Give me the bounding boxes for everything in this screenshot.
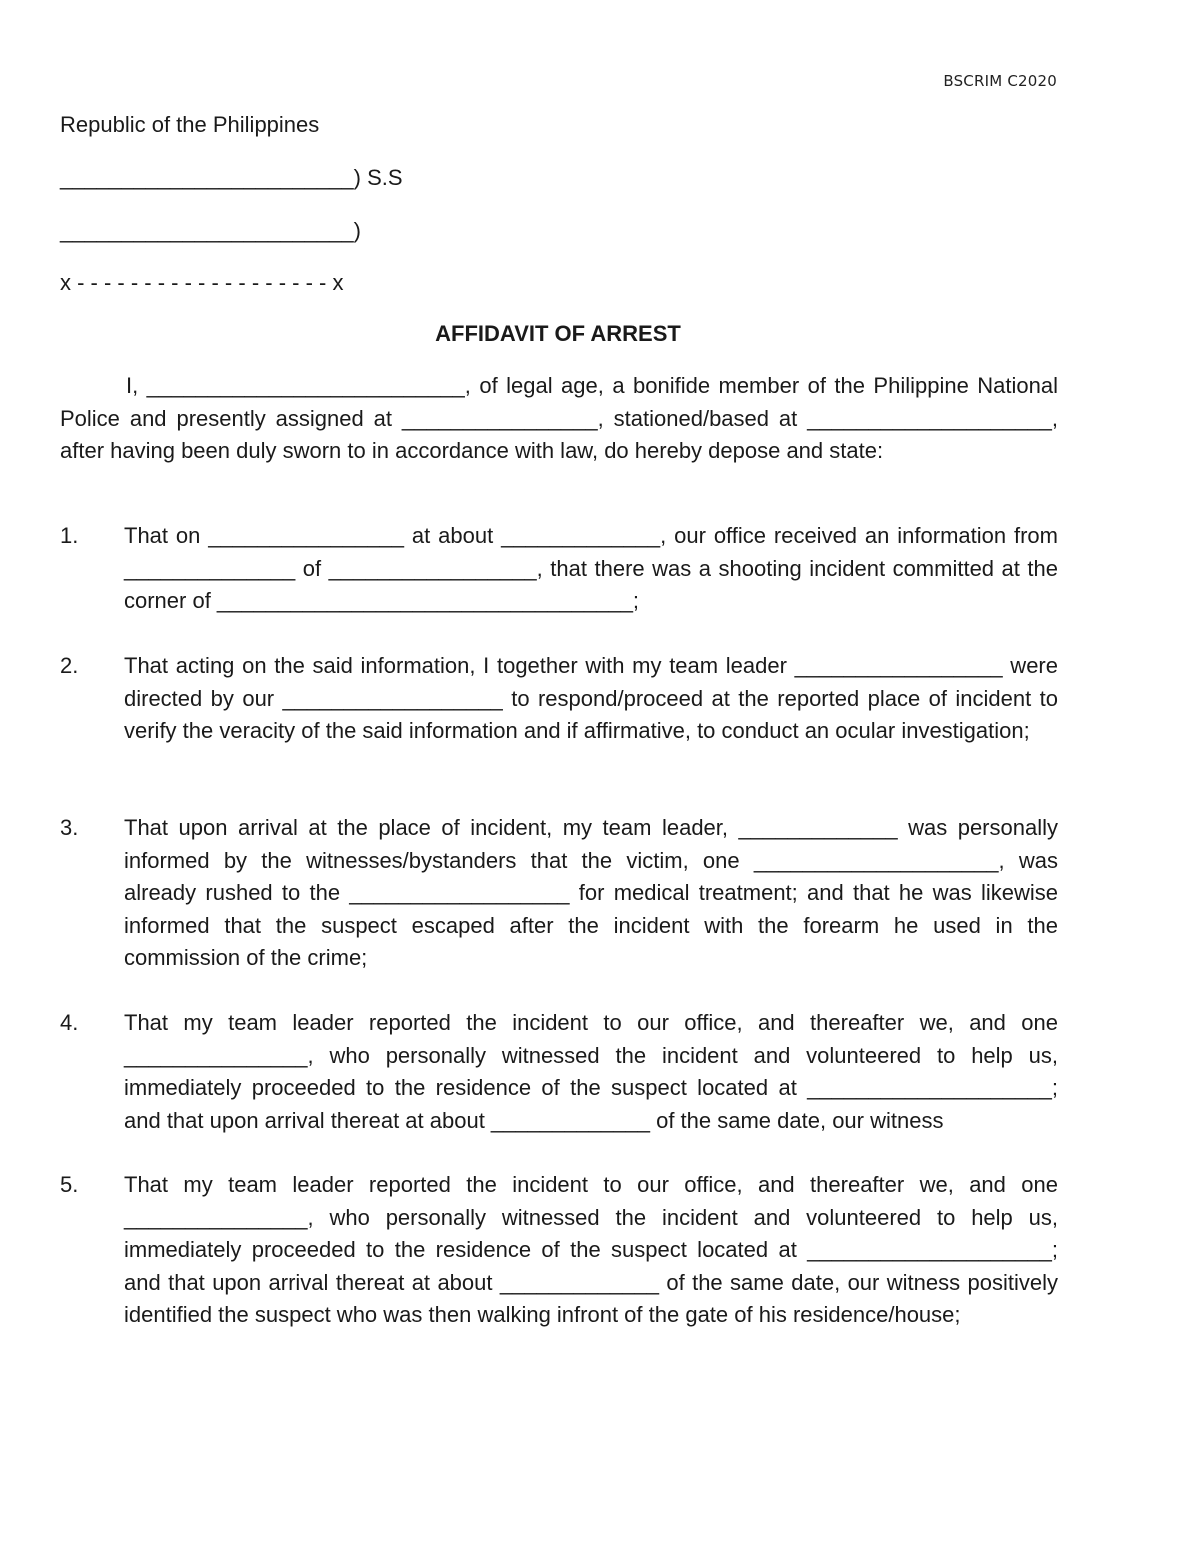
item-text: That my team leader reported the incident to our office, and thereafter we, and one _______________, who personally witnessed the incident and volunteered to help us, immediately proceeded to the residence of the suspect located at ____________________; and that upon arrival thereat at about _____________ of the same date, our witness: [124, 1010, 1058, 1133]
item-number: 3.: [60, 815, 79, 840]
list-item: [60, 520, 1058, 618]
item-number: 1.: [60, 523, 79, 548]
item-number: 4.: [60, 1010, 79, 1035]
course-tag: BSCRIM C2020: [943, 72, 1057, 90]
caption-separator: x - - - - - - - - - - - - - - - - - - - x: [60, 270, 344, 295]
item-text: That acting on the said information, I together with my team leader _________________ were directed by our __________________ to respond/proceed at the reported place of incident to verify the veracity of the said information and if affirmative, to conduct an ocular investigation;: [124, 653, 1058, 743]
intro-text: I, __________________________, of legal age, a bonifide member of the Philippine National Police and presently assigned at ________________, stationed/based at ____________________, after having been duly sworn to in accordance with law, do hereby depose and state:: [60, 373, 1058, 463]
intro-paragraph: [60, 370, 1058, 468]
list-item: [60, 650, 1058, 748]
document-title: AFFIDAVIT OF ARREST: [435, 321, 681, 346]
item-text: That upon arrival at the place of incident, my team leader, _____________ was personally informed by the witnesses/bystanders that the victim, one ____________________, was already rushed to the __________________ for medical treatment; and that he was likewise informed that the suspect escaped after the incident with the forearm he used in the commission of the crime;: [124, 815, 1058, 970]
item-number: 2.: [60, 653, 79, 678]
country-heading: Republic of the Philippines: [60, 112, 320, 137]
list-item: [60, 1169, 1058, 1332]
list-item: [60, 812, 1058, 975]
list-item: [60, 1007, 1058, 1137]
item-number: 5.: [60, 1172, 79, 1197]
venue-line-1: ________________________) S.S: [60, 165, 403, 190]
item-text: That on ________________ at about _____________, our office received an information from ______________ of _________________, that there was a shooting incident committed at the corner of __________________________________;: [124, 523, 1058, 613]
item-text: That my team leader reported the incident to our office, and thereafter we, and one _______________, who personally witnessed the incident and volunteered to help us, immediately proceeded to the residence of the suspect located at ____________________; and that upon arrival thereat at about _____________ of the same date, our witness positively identified the suspect who was then walking infront of the gate of his residence/house;: [124, 1172, 1058, 1327]
venue-line-2: ________________________): [60, 218, 361, 243]
